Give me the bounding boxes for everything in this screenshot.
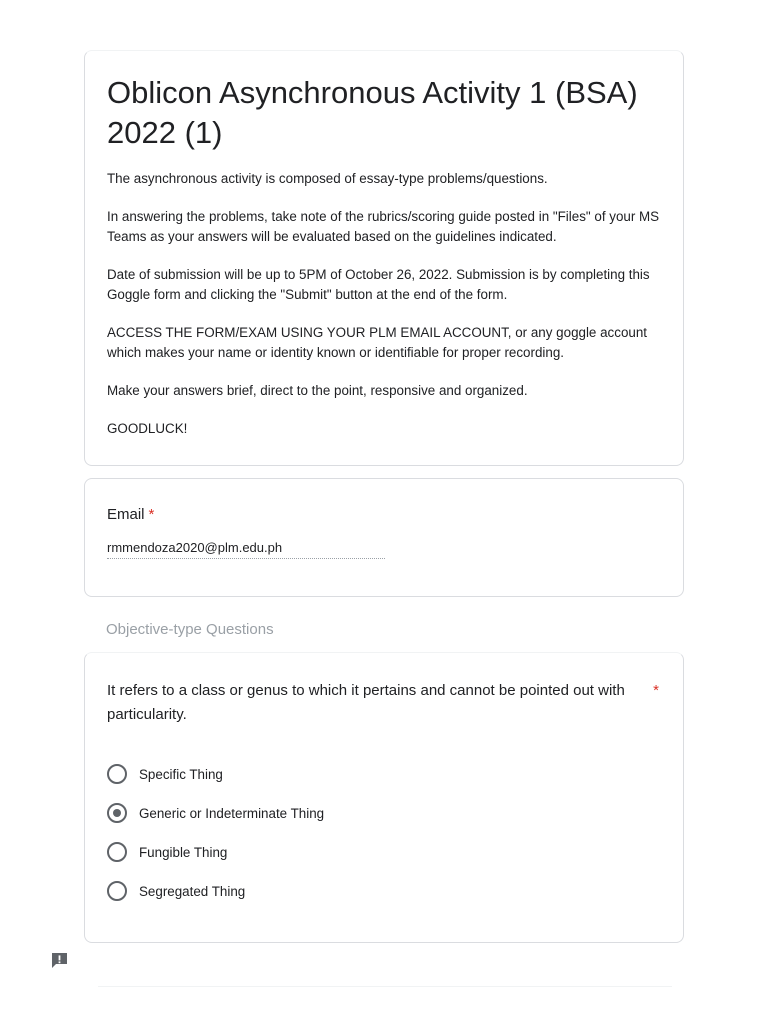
question-header [107,679,661,727]
description-paragraph: GOODLUCK! [107,421,188,436]
email-label-row [107,505,661,525]
radio-options [107,764,661,901]
radio-option-specific-thing[interactable] [107,764,661,784]
required-asterisk: * [148,506,155,523]
description-paragraph: The asynchronous activity is composed of essay-type problems/questions. [107,171,548,186]
required-asterisk: * [653,682,659,699]
form-header-card [84,50,684,466]
radio-button[interactable] [107,881,127,901]
option-label: Generic or Indeterminate Thing [139,805,325,821]
email-label: Email [107,506,145,523]
radio-button[interactable] [107,764,127,784]
email-field[interactable]: rmmendoza2020@plm.edu.ph [107,539,385,559]
radio-button-selected[interactable] [107,803,127,823]
radio-option-fungible-thing[interactable] [107,842,661,862]
next-card-edge [98,986,672,987]
radio-option-generic-thing[interactable] [107,803,661,823]
description-paragraph: Date of submission will be up to 5PM of October 26, 2022. Submission is by completing this Goggle form and clicking the "Submit" button at the end of the form. [107,267,650,302]
option-label: Fungible Thing [139,844,228,860]
form-title: Oblicon Asynchronous Activity 1 (BSA) 2022 (1) [107,75,638,150]
form-description [107,169,661,439]
report-feedback-icon[interactable] [50,951,69,970]
option-label: Specific Thing [139,766,223,782]
option-label: Segregated Thing [139,883,246,899]
description-paragraph: ACCESS THE FORM/EXAM USING YOUR PLM EMAIL ACCOUNT, or any goggle account which makes your name or identity known or identifiable for proper recording. [107,325,648,360]
section-title: Objective-type Questions [106,621,274,638]
radio-option-segregated-thing[interactable] [107,881,661,901]
radio-button[interactable] [107,842,127,862]
question-text: It refers to a class or genus to which it pertains and cannot be pointed out with particularity. [107,682,625,723]
question-card [84,652,684,943]
description-paragraph: Make your answers brief, direct to the point, responsive and organized. [107,383,528,398]
description-paragraph: In answering the problems, take note of the rubrics/scoring guide posted in "Files" of your MS Teams as your answers will be evaluated based on the guidelines indicated. [107,209,660,244]
email-question-card [84,478,684,597]
